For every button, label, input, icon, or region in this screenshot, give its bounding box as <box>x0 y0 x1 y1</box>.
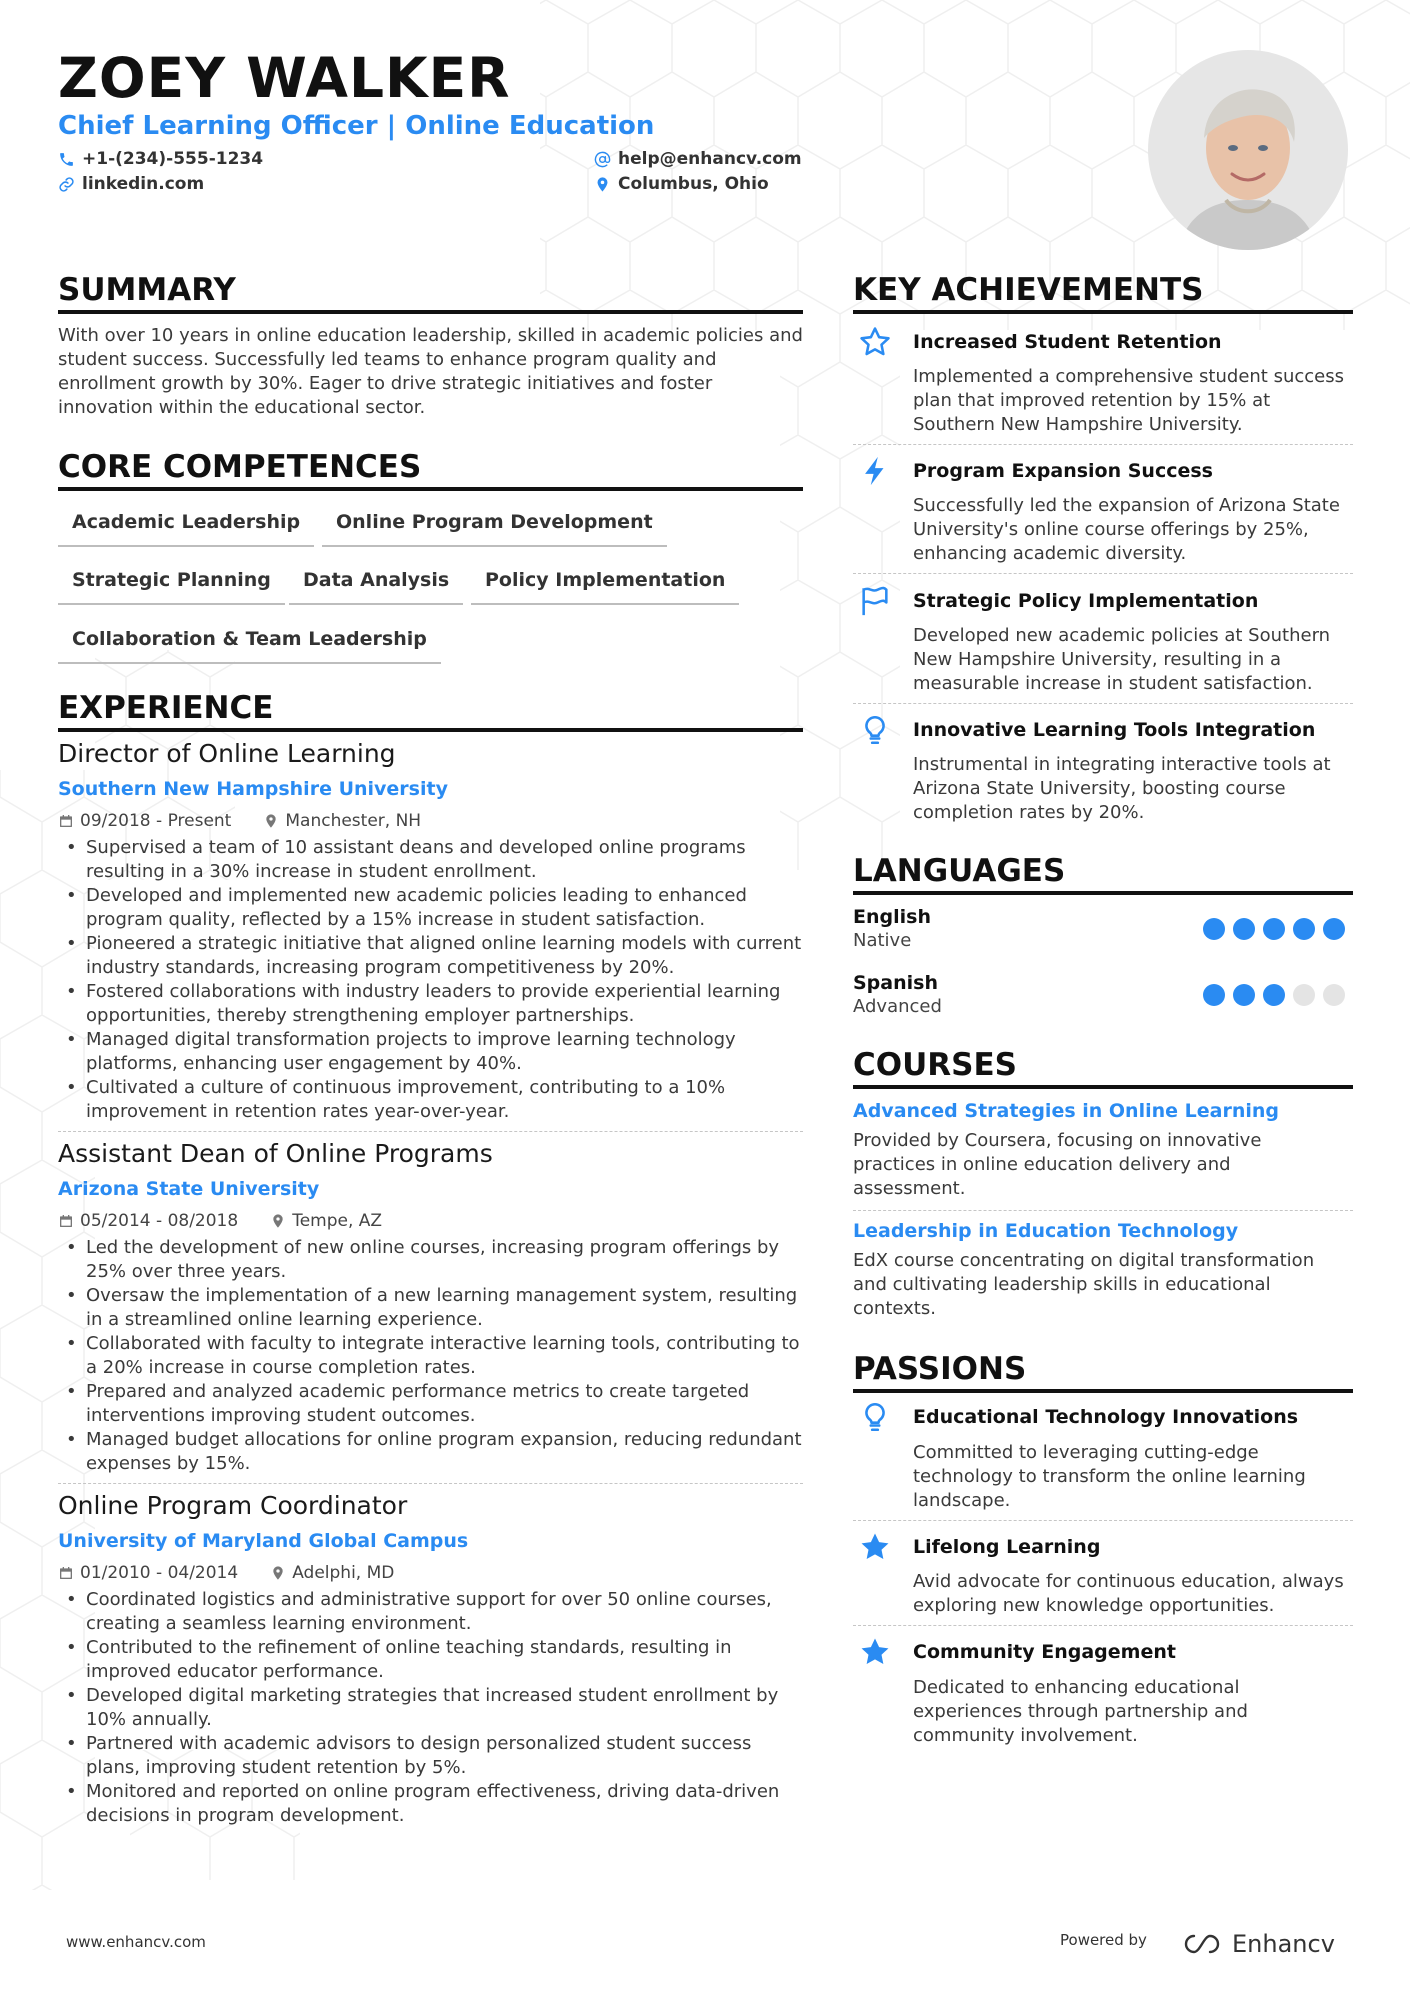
language-rating <box>1203 984 1345 1006</box>
calendar-icon <box>58 813 74 829</box>
phone-text: +1-(234)-555-1234 <box>82 149 264 169</box>
location-pin-icon <box>270 1565 286 1581</box>
email-text: help@enhancv.com <box>618 149 802 169</box>
language-rating <box>1203 918 1345 940</box>
course-desc: EdX course concentrating on digital transformation and cultivating leadership skills in educational contexts. <box>853 1250 1315 1319</box>
course-title: Advanced Strategies in Online Learning <box>853 1100 1279 1122</box>
company-name: Arizona State University <box>58 1178 320 1200</box>
job-location: Manchester, NH <box>285 811 422 831</box>
footer-website[interactable]: www.enhancv.com <box>66 1933 206 1951</box>
phone-contact[interactable] <box>58 148 263 170</box>
divider <box>853 444 1353 445</box>
job-bullet: • Prepared and analyzed academic performance metrics to create targeted interventions improving student outcomes. <box>58 1380 803 1428</box>
skill-tag: Strategic Planning <box>58 567 285 605</box>
achievements-heading: KEY ACHIEVEMENTS <box>853 270 1353 314</box>
competences-heading: CORE COMPETENCES <box>58 447 803 491</box>
job-title: Online Program Coordinator <box>58 1491 408 1520</box>
headline: Chief Learning Officer | Online Education <box>58 111 655 141</box>
language-name: English <box>853 906 931 928</box>
skill-tag: Data Analysis <box>289 567 463 605</box>
profile-photo <box>1148 50 1348 250</box>
summary-text: With over 10 years in online education leadership, skilled in academic policies and student success. Successfully led teams to enhance program quality and enrollment growth by 30%. Eager to drive strategic initiatives and foster innovation within the educational sector. <box>58 325 803 418</box>
rating-dot-filled <box>1203 918 1225 940</box>
job-dates: 09/2018 - Present <box>80 811 232 831</box>
rating-dot-empty <box>1323 984 1345 1006</box>
skill-tag: Collaboration & Team Leadership <box>58 626 441 664</box>
job-bullet: • Supervised a team of 10 assistant deans and developed online programs resulting in a 30% increase in student enrollment. <box>58 836 803 884</box>
lightning-icon <box>858 454 892 488</box>
courses-heading: COURSES <box>853 1045 1353 1089</box>
brand-name: Enhancv <box>1232 1930 1335 1958</box>
rating-dot-filled <box>1263 918 1285 940</box>
job-title: Assistant Dean of Online Programs <box>58 1139 493 1168</box>
language-name: Spanish <box>853 972 938 994</box>
passion-title: Community Engagement <box>913 1641 1176 1663</box>
achievement-title: Program Expansion Success <box>913 460 1213 482</box>
job-bullet: • Oversaw the implementation of a new learning management system, resulting in a streamlined online learning experience. <box>58 1284 803 1332</box>
linkedin-text: linkedin.com <box>82 174 205 194</box>
job-bullet: • Monitored and reported on online program effectiveness, driving data-driven decisions in program development. <box>58 1780 803 1828</box>
job-bullet: • Fostered collaborations with industry leaders to provide experiential learning opportunities, thereby strengthening employer partnerships. <box>58 980 803 1028</box>
divider <box>853 1520 1353 1521</box>
company-name: Southern New Hampshire University <box>58 778 448 800</box>
job-meta <box>58 1210 382 1232</box>
candidate-name: ZOEY WALKER <box>58 46 511 110</box>
job-bullet: • Pioneered a strategic initiative that aligned online learning models with current industry standards, increasing program competitiveness by 20%. <box>58 932 803 980</box>
job-meta <box>58 810 421 832</box>
job-bullet: • Partnered with academic advisors to design personalized student success plans, improving student retention by 5%. <box>58 1732 803 1780</box>
star-icon <box>858 1635 892 1669</box>
phone-icon <box>58 151 75 168</box>
passion-title: Educational Technology Innovations <box>913 1406 1299 1428</box>
language-level: Advanced <box>853 996 942 1017</box>
enhancv-logo[interactable] <box>1180 1930 1335 1958</box>
enhancv-logo-icon <box>1180 1932 1224 1956</box>
job-bullet: • Led the development of new online courses, increasing program offerings by 25% over three years. <box>58 1236 803 1284</box>
powered-by-label: Powered by <box>1060 1931 1147 1949</box>
job-bullet: • Managed budget allocations for online program expansion, reducing redundant expenses by 15%. <box>58 1428 803 1476</box>
passion-desc: Avid advocate for continuous education, always exploring new knowledge opportunities. <box>913 1571 1344 1616</box>
experience-heading: EXPERIENCE <box>58 688 803 732</box>
location-pin-icon <box>594 176 611 193</box>
job-location: Adelphi, MD <box>292 1563 395 1583</box>
location-text: Columbus, Ohio <box>618 174 769 194</box>
job-dates: 01/2010 - 04/2014 <box>80 1563 239 1583</box>
location-contact <box>594 173 769 195</box>
job-bullet: • Collaborated with faculty to integrate interactive learning tools, contributing to a 20% increase in course completion rates. <box>58 1332 803 1380</box>
job-bullet: • Managed digital transformation projects to improve learning technology platforms, enhancing user engagement by 40%. <box>58 1028 803 1076</box>
achievement-title: Increased Student Retention <box>913 331 1222 353</box>
divider <box>58 1483 803 1484</box>
skill-tag: Online Program Development <box>322 509 667 547</box>
rating-dot-filled <box>1233 984 1255 1006</box>
link-icon <box>58 176 75 193</box>
job-bullets <box>58 1236 803 1476</box>
job-meta <box>58 1562 394 1584</box>
language-level: Native <box>853 930 912 951</box>
divider <box>853 1210 1353 1211</box>
star-outline-icon <box>858 325 892 359</box>
lightbulb-icon <box>858 1400 892 1434</box>
location-pin-icon <box>263 813 279 829</box>
divider <box>853 1625 1353 1626</box>
linkedin-contact[interactable] <box>58 173 204 195</box>
flag-icon <box>858 584 892 618</box>
job-location: Tempe, AZ <box>292 1211 383 1231</box>
lightbulb-icon <box>858 713 892 747</box>
calendar-icon <box>58 1565 74 1581</box>
rating-dot-filled <box>1263 984 1285 1006</box>
skill-tag: Academic Leadership <box>58 509 314 547</box>
job-bullet: • Developed digital marketing strategies that increased student enrollment by 10% annually. <box>58 1684 803 1732</box>
job-bullet: • Contributed to the refinement of online teaching standards, resulting in improved educator performance. <box>58 1636 803 1684</box>
rating-dot-filled <box>1293 918 1315 940</box>
divider <box>853 703 1353 704</box>
achievement-desc: Successfully led the expansion of Arizona State University's online course offerings by 25%, enhancing academic diversity. <box>913 495 1340 564</box>
job-bullet: • Developed and implemented new academic policies leading to enhanced program quality, reflected by a 15% increase in student satisfaction. <box>58 884 803 932</box>
job-bullet: • Cultivated a culture of continuous improvement, contributing to a 10% improvement in retention rates year-over-year. <box>58 1076 803 1124</box>
passion-desc: Dedicated to enhancing educational experiences through partnership and community involvement. <box>913 1677 1248 1746</box>
passions-heading: PASSIONS <box>853 1349 1353 1393</box>
languages-heading: LANGUAGES <box>853 851 1353 895</box>
achievement-desc: Developed new academic policies at Southern New Hampshire University, resulting in a measurable increase in student satisfaction. <box>913 625 1331 694</box>
achievement-desc: Instrumental in integrating interactive tools at Arizona State University, boosting course completion rates by 20%. <box>913 754 1331 823</box>
divider <box>58 1131 803 1132</box>
at-icon <box>594 151 611 168</box>
star-icon <box>858 1530 892 1564</box>
job-dates: 05/2014 - 08/2018 <box>80 1211 239 1231</box>
job-bullets <box>58 836 803 1124</box>
skill-tag: Policy Implementation <box>471 567 739 605</box>
achievement-desc: Implemented a comprehensive student success plan that improved retention by 15% at Southern New Hampshire University. <box>913 366 1344 435</box>
rating-dot-filled <box>1233 918 1255 940</box>
job-bullets <box>58 1588 803 1828</box>
location-pin-icon <box>270 1213 286 1229</box>
achievement-title: Strategic Policy Implementation <box>913 590 1259 612</box>
job-bullet: • Coordinated logistics and administrative support for over 50 online courses, creating a seamless learning environment. <box>58 1588 803 1636</box>
email-contact[interactable] <box>594 148 802 170</box>
summary-heading: SUMMARY <box>58 270 803 314</box>
rating-dot-filled <box>1203 984 1225 1006</box>
calendar-icon <box>58 1213 74 1229</box>
company-name: University of Maryland Global Campus <box>58 1530 469 1552</box>
course-desc: Provided by Coursera, focusing on innovative practices in online education delivery and assessment. <box>853 1130 1262 1199</box>
passion-title: Lifelong Learning <box>913 1536 1101 1558</box>
divider <box>853 573 1353 574</box>
rating-dot-filled <box>1323 918 1345 940</box>
course-title: Leadership in Education Technology <box>853 1220 1239 1242</box>
achievement-title: Innovative Learning Tools Integration <box>913 719 1316 741</box>
job-title: Director of Online Learning <box>58 739 396 768</box>
rating-dot-empty <box>1293 984 1315 1006</box>
passion-desc: Committed to leveraging cutting-edge technology to transform the online learning landscape. <box>913 1442 1306 1511</box>
